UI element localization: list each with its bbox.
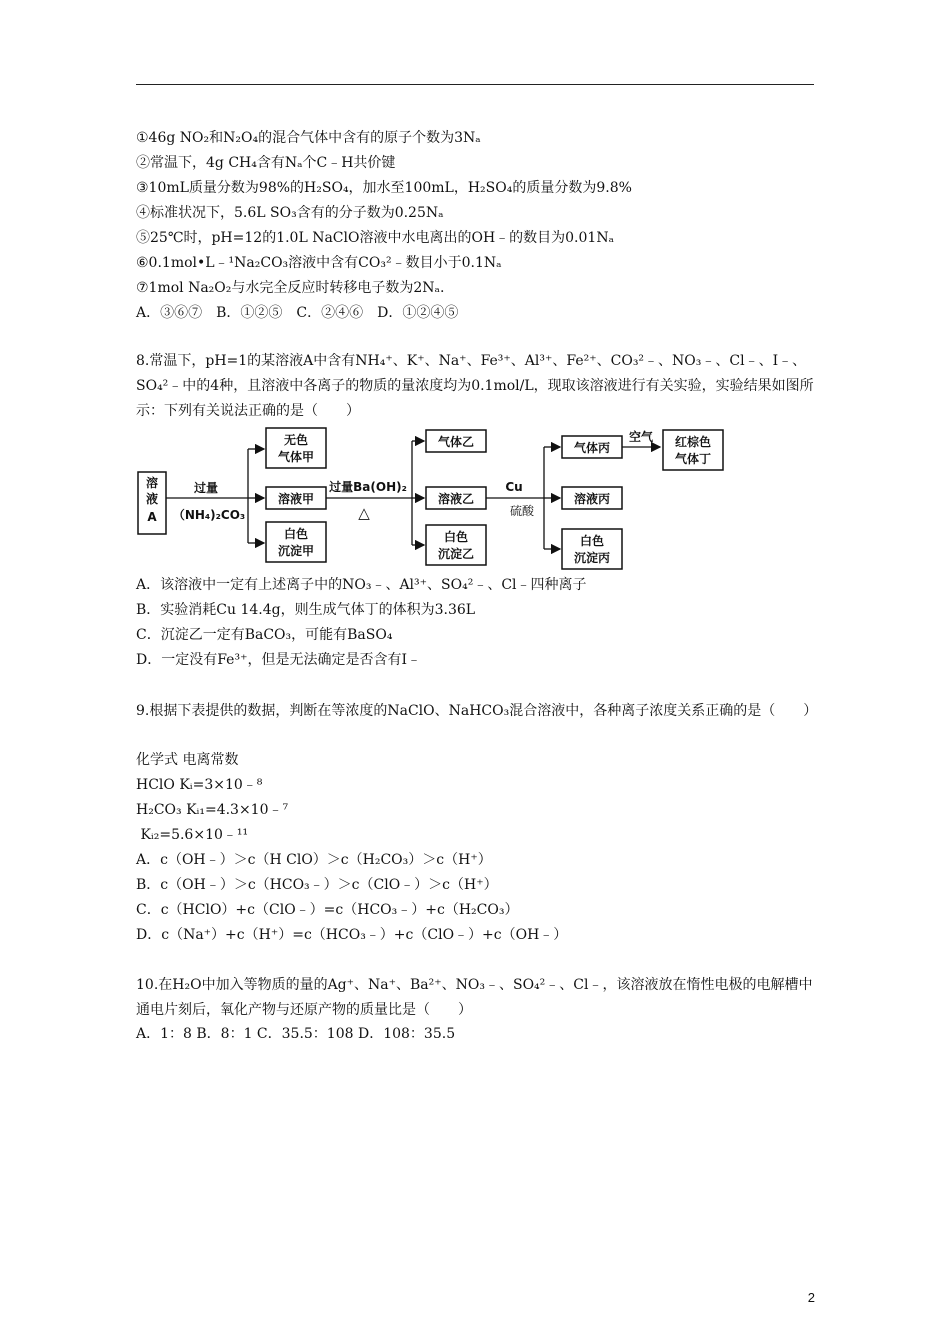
q7-item-7: ⑦1mol Na₂O₂与水完全反应时转移电子数为2Nₐ. bbox=[136, 280, 445, 296]
gas-bing-label: 气体丙 bbox=[573, 441, 611, 455]
q7-item-6: ⑥0.1mol•L﹣¹Na₂CO₃溶液中含有CO₃²﹣数目小于0.1Nₐ bbox=[136, 255, 502, 271]
solution-a-label-1: 溶 bbox=[145, 476, 159, 490]
q8-stem: 8.常温下，pH=1的某溶液A中含有NH₄⁺、K⁺、Na⁺、Fe³⁺、Al³⁺、Fe²⁺、CO₃²﹣、NO₃﹣、Cl﹣、I﹣、SO₄²﹣中的4种，且溶液中各离子的物质的量浓度均为0.1mol/L，现取该溶液进行有关实验，实验结果如图所示：下列有关说法正确的是（ ） bbox=[136, 353, 814, 419]
q9-option-d: D．c（Na⁺）+c（H⁺）=c（HCO₃﹣）+c（ClO﹣）+c（OH﹣） bbox=[136, 927, 568, 943]
solution-a-label-2: 液 bbox=[145, 492, 159, 506]
gas-jia-label-2: 气体甲 bbox=[277, 450, 315, 464]
gas-ding-label-1: 红棕色 bbox=[674, 435, 712, 449]
q8-option-a: A．该溶液中一定有上述离子中的NO₃﹣、Al³⁺、SO₄²﹣、Cl﹣四种离子 bbox=[136, 577, 587, 593]
q9-table-header: 化学式 电离常数 bbox=[136, 752, 239, 768]
arrow4-reagent: 空气 bbox=[628, 430, 654, 444]
arrow3-reagent-2: 硫酸 bbox=[509, 504, 535, 518]
q7-item-5: ⑤25℃时，pH=12的1.0L NaClO溶液中水电离出的OH﹣的数目为0.01Nₐ bbox=[136, 230, 614, 246]
q7-item-2: ②常温下，4g CH₄含有Nₐ个C﹣H共价键 bbox=[136, 155, 396, 171]
arrow2-reagent: 过量Ba(OH)₂ bbox=[329, 480, 407, 494]
page-number: 2 bbox=[807, 1290, 815, 1305]
sol-jia-label: 溶液甲 bbox=[277, 492, 315, 506]
q9-stem: 9.根据下表提供的数据，判断在等浓度的NaClO、NaHCO₃混合溶液中，各种离子浓度关系正确的是（ ） bbox=[136, 703, 818, 719]
q10-options: A．1：8 B．8：1 C．35.5：108 D．108：35.5 bbox=[136, 1026, 456, 1042]
ppt-jia-label-1: 白色 bbox=[283, 527, 309, 541]
gas-ding-label-2: 气体丁 bbox=[674, 452, 712, 466]
gas-yi-label: 气体乙 bbox=[437, 435, 475, 449]
q8-option-b: B．实验消耗Cu 14.4g，则生成气体丁的体积为3.36L bbox=[136, 602, 476, 618]
q7-item-3: ③10mL质量分数为98%的H₂SO₄，加水至100mL，H₂SO₄的质量分数为9.8% bbox=[136, 180, 632, 196]
header-rule bbox=[136, 84, 814, 85]
q8-option-c: C．沉淀乙一定有BaCO₃，可能有BaSO₄ bbox=[136, 627, 393, 643]
q7-options: A．③⑥⑦ B．①②⑤ C．②④⑥ D．①②④⑤ bbox=[136, 305, 459, 321]
arrow1-reagent: 过量 bbox=[193, 481, 219, 495]
ppt-yi-label-2: 沉淀乙 bbox=[437, 547, 475, 561]
ppt-yi-label-1: 白色 bbox=[443, 530, 469, 544]
q9-table-row-h2co3-k2: Kᵢ₂=5.6×10﹣¹¹ bbox=[136, 827, 249, 843]
q8-option-d: D．一定没有Fe³⁺，但是无法确定是否含有I﹣ bbox=[136, 652, 421, 668]
sol-bing-label: 溶液丙 bbox=[573, 492, 611, 506]
sol-yi-label: 溶液乙 bbox=[437, 492, 475, 506]
q9-option-c: C．c（HClO）+c（ClO﹣）=c（HCO₃﹣）+c（H₂CO₃） bbox=[136, 902, 519, 918]
arrow2-heat: △ bbox=[358, 504, 370, 522]
solution-a-label-3: A bbox=[147, 510, 157, 524]
q7-item-4: ④标准状况下，5.6L SO₃含有的分子数为0.25Nₐ bbox=[136, 205, 444, 221]
q9-option-b: B．c（OH﹣）＞c（HCO₃﹣）＞c（ClO﹣）＞c（H⁺） bbox=[136, 877, 498, 893]
q7-item-1: ①46g NO₂和N₂O₄的混合气体中含有的原子个数为3Nₐ bbox=[136, 130, 481, 146]
experiment-flow-diagram bbox=[136, 425, 736, 571]
ppt-jia-label-2: 沉淀甲 bbox=[277, 544, 315, 558]
q9-option-a: A．c（OH﹣）＞c（H ClO）＞c（H₂CO₃）＞c（H⁺） bbox=[136, 852, 492, 868]
arrow3-reagent: Cu bbox=[505, 480, 523, 494]
q10-stem: 10.在H₂O中加入等物质的量的Ag⁺、Na⁺、Ba²⁺、NO₃﹣、SO₄²﹣、Cl﹣，该溶液放在惰性电极的电解槽中通电片刻后，氧化产物与还原产物的质量比是（ ） bbox=[136, 977, 813, 1018]
ppt-bing-label-2: 沉淀丙 bbox=[573, 551, 611, 565]
arrow1-reagent-formula: （NH₄)₂CO₃ bbox=[172, 508, 246, 522]
ppt-bing-label-1: 白色 bbox=[579, 534, 605, 548]
q9-table-row-hclo: HClO Kᵢ=3×10﹣⁸ bbox=[136, 777, 263, 793]
gas-jia-label-1: 无色 bbox=[283, 433, 309, 447]
q9-table-row-h2co3-k1: H₂CO₃ Kᵢ₁=4.3×10﹣⁷ bbox=[136, 802, 289, 818]
